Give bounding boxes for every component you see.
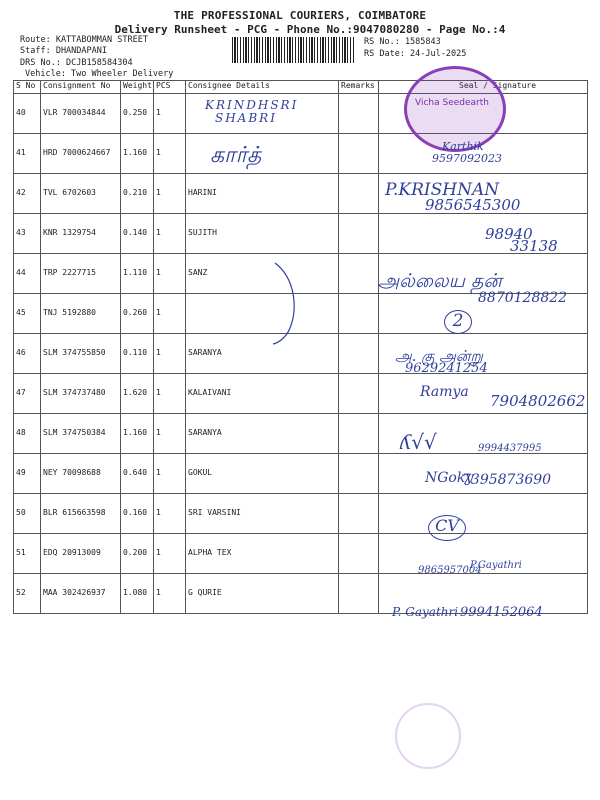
handwritten-phone: 8870128822	[478, 290, 568, 306]
pcs-cell: 1	[154, 454, 186, 494]
barcode	[232, 37, 354, 63]
consignee-cell	[186, 294, 339, 334]
weight-cell: 0.160	[121, 494, 154, 534]
weight-cell: 1.620	[121, 374, 154, 414]
pcs-cell: 1	[154, 94, 186, 134]
consignee-cell	[186, 134, 339, 174]
company-title: THE PROFESSIONAL COURIERS, COIMBATORE	[173, 9, 427, 22]
handwritten-name: Karthik	[442, 140, 484, 153]
consignee-cell: ALPHA TEX	[186, 534, 339, 574]
weight-cell: 1.160	[121, 414, 154, 454]
signature-cell	[379, 494, 588, 534]
remarks-cell	[339, 414, 379, 454]
handwritten-phone: 9597092023	[432, 152, 502, 165]
pcs-cell: 1	[154, 334, 186, 374]
consignee-cell: SRI VARSINI	[186, 494, 339, 534]
remarks-cell	[339, 494, 379, 534]
consignee-cell: SARANYA	[186, 414, 339, 454]
faint-stamp	[395, 703, 461, 769]
tamil-signature: அல்லைய தன்	[378, 270, 502, 292]
handwritten-name: P. Gayathri	[392, 605, 459, 619]
handwritten-name: SHABRI	[215, 111, 277, 125]
table-row	[14, 334, 588, 374]
handwritten-phone: 33138	[510, 237, 558, 255]
handwritten-phone: 7395873690	[462, 472, 552, 488]
col-pcs-header: PCS	[154, 81, 186, 94]
handwritten-name: P.Gayathri	[470, 560, 522, 571]
scribble-signature: ʎ√√	[400, 430, 437, 454]
pcs-cell: 1	[154, 374, 186, 414]
pcs-cell: 1	[154, 134, 186, 174]
col-remarks-header: Remarks	[339, 81, 379, 94]
consignment-cell: TRP 2227715	[41, 254, 121, 294]
handwritten-phone: 9994152064	[460, 605, 543, 620]
weight-cell: 1.110	[121, 254, 154, 294]
consignment-cell: VLR 700034844	[41, 94, 121, 134]
circled-number: 2	[444, 310, 472, 334]
pcs-cell: 1	[154, 534, 186, 574]
pcs-cell: 1	[154, 294, 186, 334]
remarks-cell	[339, 294, 379, 334]
route-label: Route: KATTABOMMAN STREET	[20, 35, 148, 45]
weight-cell: 0.260	[121, 294, 154, 334]
consignment-cell: MAA 302426937	[41, 574, 121, 614]
consignee-cell: SARANYA	[186, 334, 339, 374]
col-sno-header: S No	[14, 81, 41, 94]
rs-number: RS No.: 1585843	[364, 37, 441, 47]
rs-date: RS Date: 24-Jul-2025	[364, 49, 467, 59]
col-consignee-header: Consignee Details	[186, 81, 339, 94]
weight-cell: 0.200	[121, 534, 154, 574]
pen-stroke	[270, 258, 300, 348]
sno-cell: 46	[14, 334, 41, 374]
consignment-cell: SLM 374755850	[41, 334, 121, 374]
sno-cell: 51	[14, 534, 41, 574]
handwritten-phone: 9865957004	[418, 565, 482, 576]
remarks-cell	[339, 254, 379, 294]
sno-cell: 45	[14, 294, 41, 334]
handwritten-name: KRINDHSRI	[205, 98, 299, 112]
pcs-cell: 1	[154, 254, 186, 294]
sno-cell: 40	[14, 94, 41, 134]
sno-cell: 49	[14, 454, 41, 494]
handwritten-phone: 7904802662	[490, 392, 586, 410]
weight-cell: 1.080	[121, 574, 154, 614]
weight-cell: 1.160	[121, 134, 154, 174]
handwritten-phone: 98940	[485, 225, 533, 243]
vehicle-label: Vehicle: Two Wheeler Delivery	[25, 69, 174, 79]
consignee-cell: GOKUL	[186, 454, 339, 494]
col-consignment-header: Consignment No	[41, 81, 121, 94]
consignment-cell: TNJ 5192880	[41, 294, 121, 334]
weight-cell: 0.110	[121, 334, 154, 374]
weight-cell: 0.640	[121, 454, 154, 494]
sno-cell: 42	[14, 174, 41, 214]
remarks-cell	[339, 174, 379, 214]
pcs-cell: 1	[154, 414, 186, 454]
handwritten-phone: 9994437995	[478, 443, 542, 454]
pcs-cell: 1	[154, 214, 186, 254]
sno-cell: 52	[14, 574, 41, 614]
remarks-cell	[339, 374, 379, 414]
remarks-cell	[339, 94, 379, 134]
consignment-cell: SLM 374750384	[41, 414, 121, 454]
remarks-cell	[339, 334, 379, 374]
sno-cell: 44	[14, 254, 41, 294]
consignment-cell: KNR 1329754	[41, 214, 121, 254]
staff-label: Staff: DHANDAPANI	[20, 46, 107, 56]
consignment-cell: SLM 374737480	[41, 374, 121, 414]
consignment-cell: HRD 7000624667	[41, 134, 121, 174]
handwritten-name: P.KRISHNAN	[385, 180, 500, 200]
circled-initials: CV	[428, 515, 466, 541]
consignee-cell: KALAIVANI	[186, 374, 339, 414]
pcs-cell: 1	[154, 574, 186, 614]
seal-stamp-text: Vicha Seedearth	[415, 98, 489, 108]
runsheet-title: Delivery Runsheet - PCG - Phone No.:9047080280 - Page No.:4	[114, 23, 506, 36]
consignment-cell: EDQ 20913009	[41, 534, 121, 574]
remarks-cell	[339, 134, 379, 174]
pcs-cell: 1	[154, 494, 186, 534]
consignee-cell: HARINI	[186, 174, 339, 214]
consignee-cell: SANZ	[186, 254, 339, 294]
handwritten-phone: 9629241254	[405, 361, 488, 376]
handwritten-phone: 9856545300	[425, 196, 521, 214]
sno-cell: 48	[14, 414, 41, 454]
consignee-cell: SUJITH	[186, 214, 339, 254]
sno-cell: 41	[14, 134, 41, 174]
sno-cell: 47	[14, 374, 41, 414]
col-weight-header: Weight	[121, 81, 154, 94]
handwritten-name: Ramya	[420, 384, 469, 400]
scribble-signature: NGoky	[425, 470, 474, 486]
tamil-signature: கார்த்	[210, 143, 262, 168]
remarks-cell	[339, 454, 379, 494]
tamil-signature: அ. கு அன்று	[395, 347, 483, 365]
drs-number: DRS No.: DCJB158584304	[20, 58, 133, 68]
weight-cell: 0.140	[121, 214, 154, 254]
sno-cell: 50	[14, 494, 41, 534]
col-signature-header: Seal / Signature	[379, 81, 588, 94]
consignment-cell: BLR 615663598	[41, 494, 121, 534]
sno-cell: 43	[14, 214, 41, 254]
remarks-cell	[339, 214, 379, 254]
remarks-cell	[339, 574, 379, 614]
consignee-cell: G QURIE	[186, 574, 339, 614]
remarks-cell	[339, 534, 379, 574]
weight-cell: 0.210	[121, 174, 154, 214]
weight-cell: 0.250	[121, 94, 154, 134]
pcs-cell: 1	[154, 174, 186, 214]
table-row	[14, 494, 588, 534]
consignment-cell: NEY 70098688	[41, 454, 121, 494]
consignment-cell: TVL 6702603	[41, 174, 121, 214]
